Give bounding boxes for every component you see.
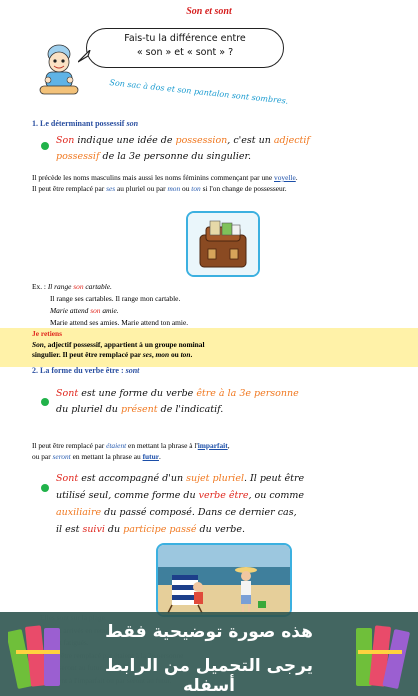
rule-text: utilisé seul, comme forme du <box>56 490 199 501</box>
je-retiens-content <box>32 329 402 361</box>
books-icon-left <box>8 620 66 692</box>
rule-text: du <box>104 524 124 535</box>
bubble-line-1: Fais-tu la différence entre <box>124 33 246 44</box>
je-retiens-label: Je retiens <box>32 329 63 338</box>
para-text: au pluriel ou par <box>115 183 168 193</box>
retiens-text: ou <box>169 350 181 359</box>
section-2-paragraph <box>32 441 402 462</box>
rule-sujet-pluriel: sujet pluriel <box>186 473 244 484</box>
section-2-heading <box>32 366 139 375</box>
rule-adjectif: adjectif <box>273 135 310 146</box>
rule-sont-word: Sont <box>56 388 79 399</box>
para-text: Il peut être remplacé par <box>32 183 107 193</box>
bubble-text <box>92 32 278 60</box>
rule-son-block <box>56 133 386 165</box>
examples-block <box>32 281 392 329</box>
example-son: son <box>90 306 101 315</box>
schoolbag-icon <box>188 213 258 275</box>
rule-text: , ou comme <box>248 490 305 501</box>
rule-suivi: suivi <box>82 524 105 535</box>
para-text: ou par <box>32 451 53 461</box>
bubble-line-2: « son » et « sont » ? <box>136 47 234 58</box>
word-seront: seront <box>52 451 71 461</box>
child-character-illustration <box>36 40 82 98</box>
rule-sont-word: Sont <box>56 473 79 484</box>
rule-text: de la 3e personne du singulier. <box>99 151 252 162</box>
rule-possession: possession <box>175 135 228 146</box>
para-text: Il peut être remplacé par <box>32 441 107 450</box>
example-son: son <box>73 282 84 291</box>
retiens-text: . <box>190 350 193 359</box>
retiens-ses: ses <box>142 350 152 359</box>
example-text: Marie attend <box>50 306 91 315</box>
example-text: cartable. <box>83 282 112 291</box>
rule-text: il est <box>56 524 83 535</box>
rule-text: du pluriel du <box>56 404 121 415</box>
rule-etre: être à la 3e personne <box>196 388 299 399</box>
section-1-paragraph <box>32 173 402 194</box>
para-text: en mettant la phrase à l' <box>126 441 198 450</box>
section-1-heading-text: 1. Le déterminant possessif <box>32 119 125 128</box>
bullet-dot <box>41 398 49 406</box>
para-text: . <box>295 173 298 182</box>
rule-verbe-etre: verbe être <box>198 490 249 501</box>
para-text: si l'on change de possesseur. <box>200 183 287 193</box>
para-text: en mettant la phrase au <box>70 451 143 461</box>
rule-text: indique une idée de <box>74 135 176 146</box>
banner-line-2: يرجى التحميل من الرابط أسفله <box>104 656 314 696</box>
beach-image <box>156 543 292 617</box>
voyelle-link[interactable]: voyelle <box>274 173 296 182</box>
rule-text: est une forme du verbe <box>78 388 197 399</box>
rule-son-word: Son <box>56 135 75 146</box>
example-text: Il range <box>47 282 74 291</box>
para-text: Il précède les noms masculins mais aussi les noms féminins commençant par une <box>32 173 274 182</box>
word-ton: ton <box>191 183 201 193</box>
example-prefix: Ex. : <box>32 282 48 291</box>
word-etaient: étaient <box>106 441 127 450</box>
futur-link[interactable]: futur <box>142 451 159 461</box>
example-line: Il range ses cartables. Il range mon cartable. <box>50 294 181 303</box>
banner-line-1: هذه صورة توضيحية فقط <box>105 622 313 642</box>
word-ses: ses <box>106 183 116 193</box>
para-text: ou <box>180 183 192 193</box>
rule-text: , c'est un <box>227 135 274 146</box>
rule-text: du verbe. <box>196 524 245 535</box>
retiens-text: singulier. Il peut être remplacé par <box>32 350 143 359</box>
bullet-dot <box>41 142 49 150</box>
retiens-text: , <box>151 350 156 359</box>
section-2-heading-text: 2. La forme du verbe être : <box>32 366 124 375</box>
retiens-mon: mon <box>155 350 170 359</box>
schoolbag-image <box>186 211 260 277</box>
rule-sont-usage-block <box>56 470 386 538</box>
word-mon: mon <box>167 183 181 193</box>
speech-bubble-tail <box>78 50 92 64</box>
rule-text: . Il peut être <box>244 473 305 484</box>
retiens-text: , adjectif possessif, appartient à un groupe nominal <box>43 339 205 349</box>
para-text: , <box>227 441 230 450</box>
rule-present: présent <box>120 404 158 415</box>
example-line: Marie attend ses amies. Marie attend ton amie. <box>50 318 189 327</box>
example-text: amie. <box>100 306 119 315</box>
section-1-heading <box>32 119 138 128</box>
para-text: . <box>159 451 161 461</box>
handwritten-example: Son sac à dos et son pantalon sont sombres. <box>109 78 289 106</box>
rule-auxiliaire: auxiliaire <box>56 507 102 518</box>
imparfait-link[interactable]: imparfait <box>197 441 228 450</box>
rule-text: est accompagné d'un <box>78 473 187 484</box>
bullet-dot <box>41 484 49 492</box>
section-2-heading-word: sont <box>125 366 140 375</box>
rule-sont-block <box>56 386 386 418</box>
rule-participe-passe: participe passé <box>123 524 197 535</box>
section-1-heading-word: son <box>126 119 139 128</box>
rule-text: du passé composé. Dans ce dernier cas, <box>101 507 297 518</box>
page-title: Son et sont <box>186 6 232 17</box>
beach-scene-icon <box>158 545 290 615</box>
rule-possessif: possessif <box>56 151 100 162</box>
retiens-son: Son <box>32 339 44 349</box>
rule-text: de l'indicatif. <box>157 404 224 415</box>
retiens-ton: ton <box>180 350 191 359</box>
books-icon-right <box>352 620 410 692</box>
